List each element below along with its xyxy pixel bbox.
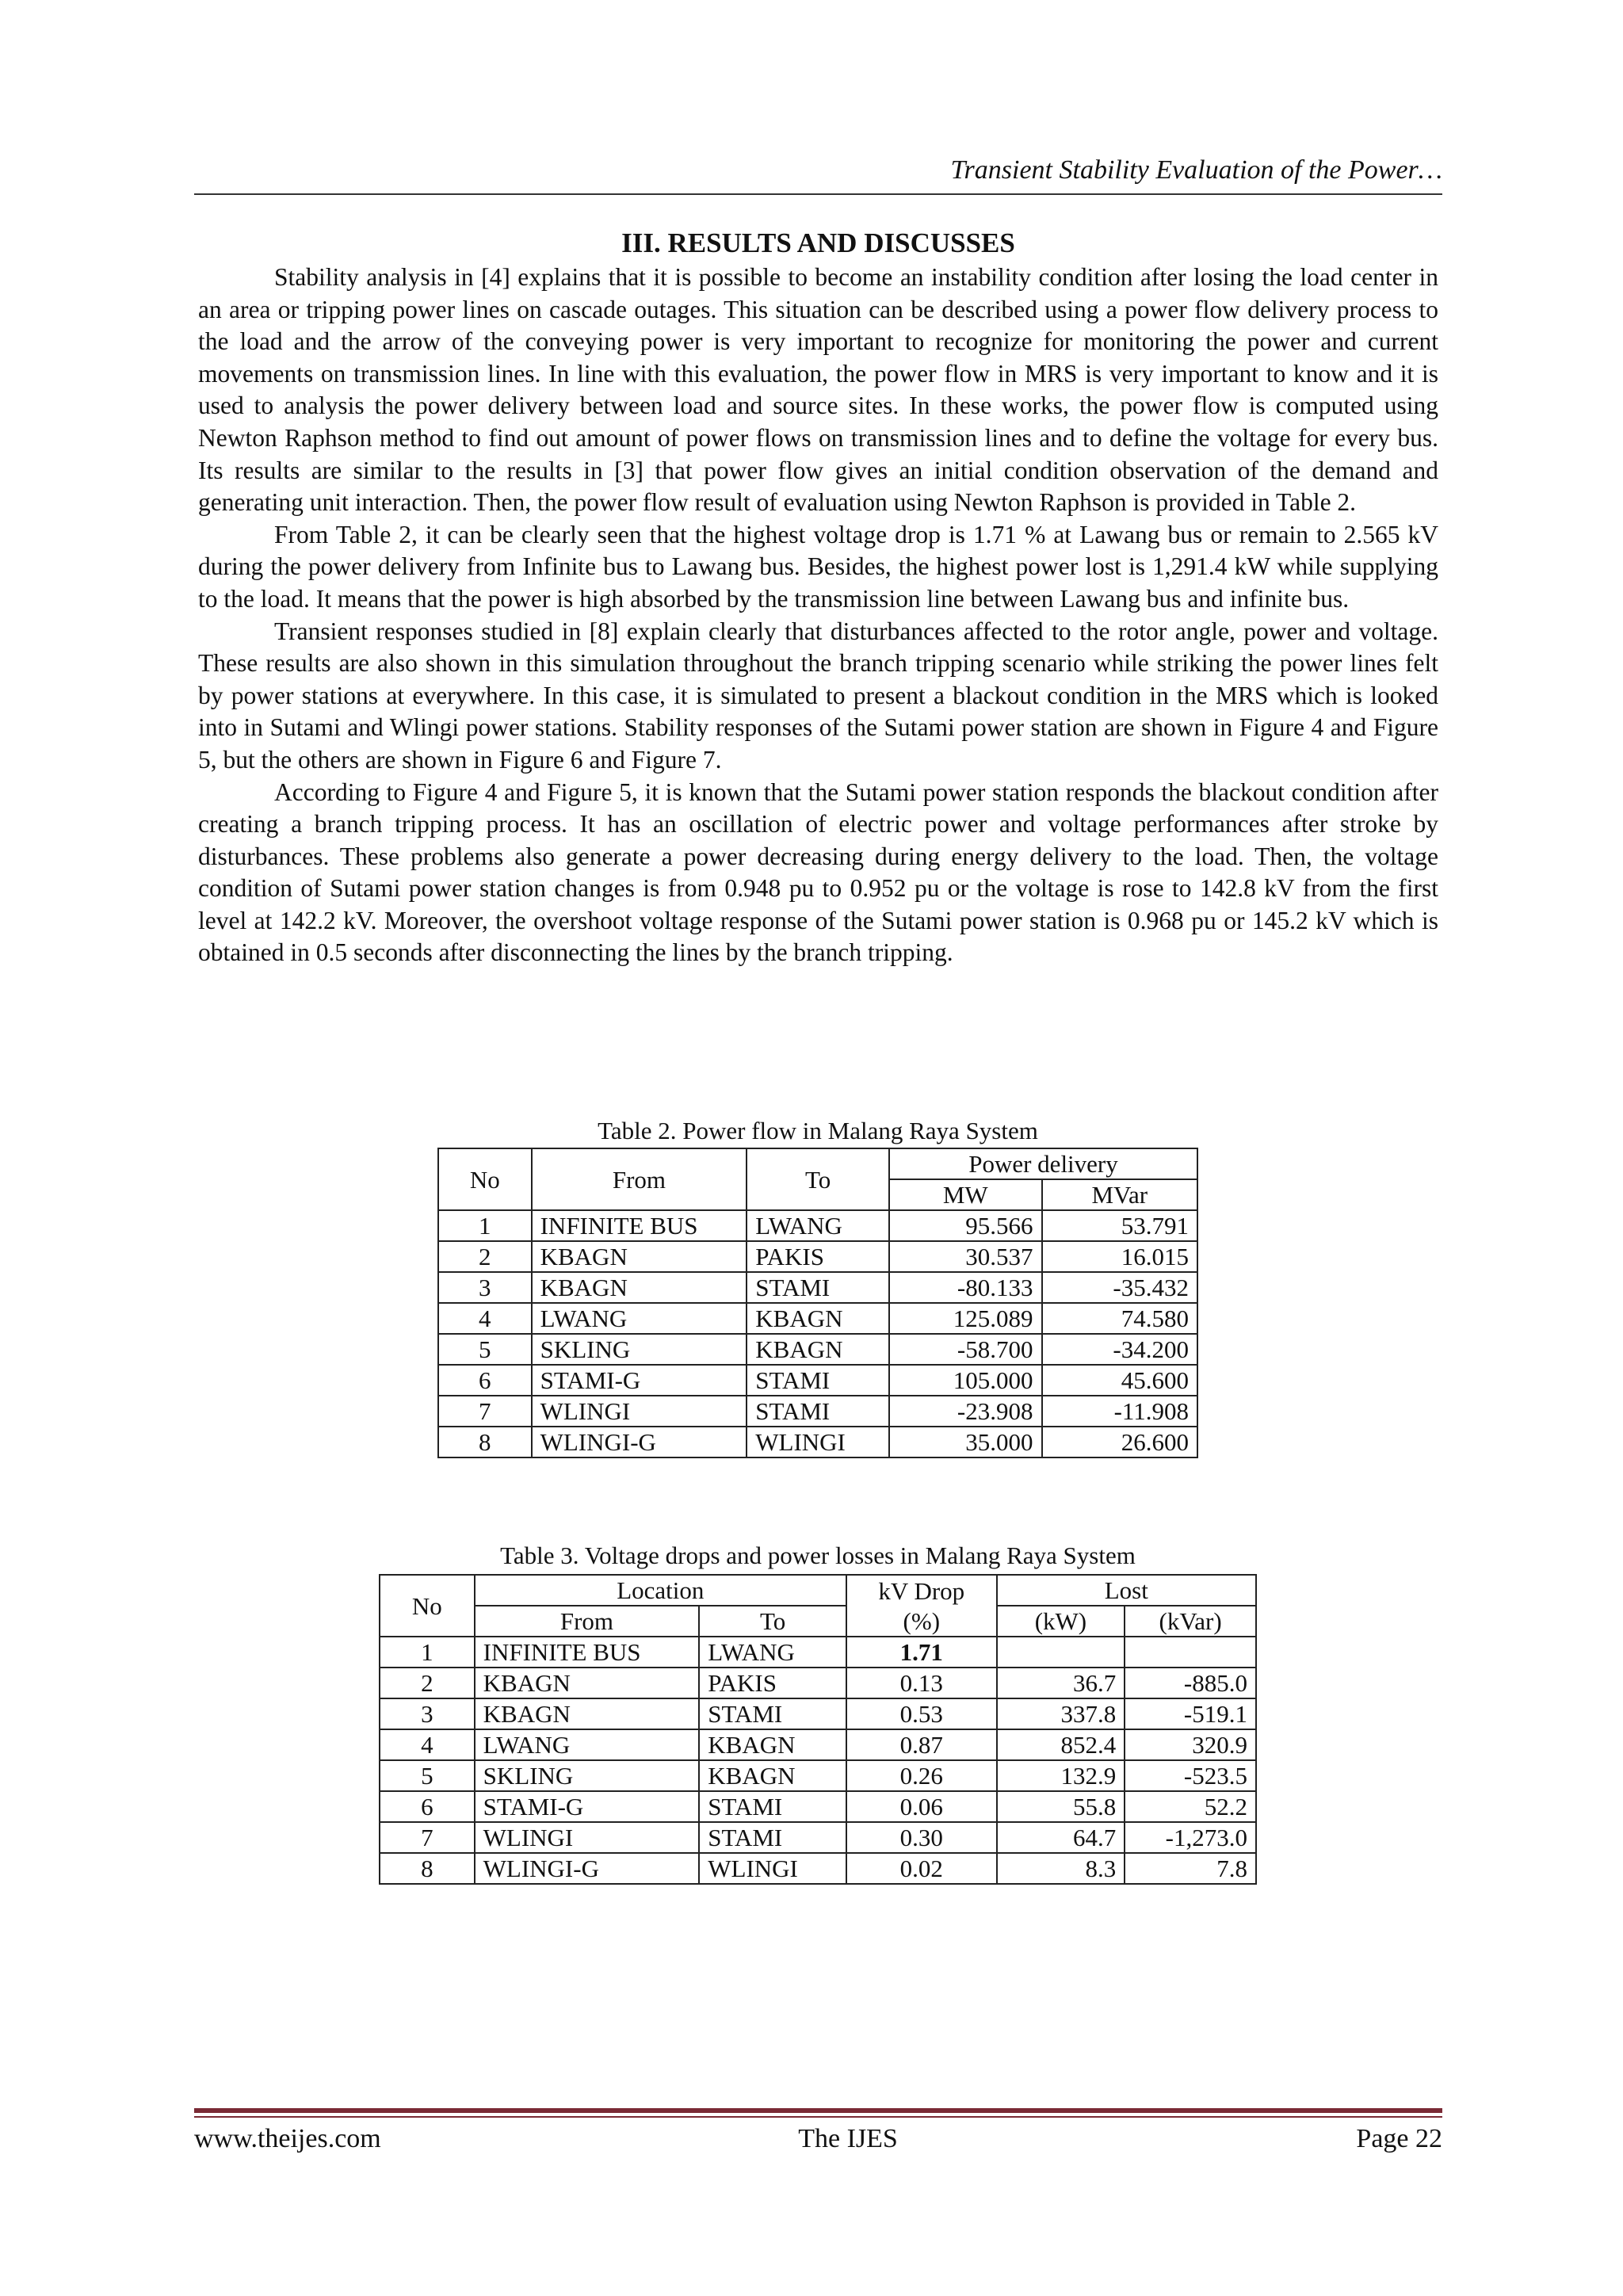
- cell-kw: 132.9: [997, 1760, 1125, 1791]
- cell-kvar: -523.5: [1125, 1760, 1256, 1791]
- cell-from: INFINITE BUS: [475, 1637, 700, 1668]
- cell-kw: 64.7: [997, 1822, 1125, 1853]
- cell-no: 1: [438, 1210, 532, 1241]
- table-row: [438, 1365, 1197, 1396]
- cell-to: KBAGN: [747, 1334, 889, 1365]
- cell-kvar: -519.1: [1125, 1698, 1256, 1729]
- col-header-kv-drop: kV Drop: [846, 1575, 997, 1606]
- cell-no: 5: [438, 1334, 532, 1365]
- paragraph: According to Figure 4 and Figure 5, it is known that the Sutami power station responds the blackout condition after creating a branch tripping process. It has an oscillation of electric power and voltage performances after stroke by disturbances. These problems also generate a power decreasing during energy delivery to the load. Then, the voltage condition of Sutami power station changes is from 0.948 pu to 0.952 pu or the voltage is rose to 142.8 kV from the first level at 142.2 kV. Moreover, the overshoot voltage response of the Sutami power station is 0.968 pu or 145.2 kV which is obtained in 0.5 seconds after disconnecting the lines by the branch tripping.: [198, 777, 1438, 967]
- col-header-mw: MW: [889, 1179, 1042, 1210]
- footer-journal: The IJES: [798, 2124, 898, 2153]
- cell-kv-drop: 0.87: [846, 1729, 997, 1760]
- cell-from: KBAGN: [532, 1241, 747, 1272]
- cell-no: 3: [438, 1272, 532, 1303]
- cell-kw: 337.8: [997, 1698, 1125, 1729]
- cell-kw: 36.7: [997, 1668, 1125, 1698]
- cell-kv-drop: 0.02: [846, 1853, 997, 1884]
- col-header-to: To: [747, 1148, 889, 1210]
- col-header-kvar: (kVar): [1125, 1606, 1256, 1637]
- table-row: [380, 1729, 1256, 1760]
- cell-kv-drop: 0.06: [846, 1791, 997, 1822]
- cell-from: WLINGI-G: [532, 1427, 747, 1457]
- cell-mvar: 74.580: [1042, 1303, 1198, 1334]
- cell-no: 5: [380, 1760, 475, 1791]
- cell-no: 7: [438, 1396, 532, 1427]
- col-header-pct: (%): [846, 1606, 997, 1637]
- cell-mw: -58.700: [889, 1334, 1042, 1365]
- cell-from: STAMI-G: [475, 1791, 700, 1822]
- cell-mvar: 16.015: [1042, 1241, 1198, 1272]
- table-row: [380, 1698, 1256, 1729]
- cell-to: KBAGN: [747, 1303, 889, 1334]
- col-header-lost: Lost: [997, 1575, 1256, 1606]
- cell-to: STAMI: [699, 1698, 846, 1729]
- cell-kvar: 52.2: [1125, 1791, 1256, 1822]
- cell-to: STAMI: [747, 1365, 889, 1396]
- cell-kw: 8.3: [997, 1853, 1125, 1884]
- cell-mvar: 45.600: [1042, 1365, 1198, 1396]
- cell-from: WLINGI: [532, 1396, 747, 1427]
- table-row: [438, 1272, 1197, 1303]
- cell-to: STAMI: [747, 1396, 889, 1427]
- col-header-location: Location: [475, 1575, 846, 1606]
- table-row: [380, 1822, 1256, 1853]
- cell-no: 3: [380, 1698, 475, 1729]
- footer-website: www.theijes.com: [194, 2124, 381, 2153]
- cell-mw: -23.908: [889, 1396, 1042, 1427]
- cell-no: 1: [380, 1637, 475, 1668]
- cell-from: KBAGN: [475, 1698, 700, 1729]
- cell-no: 8: [380, 1853, 475, 1884]
- table-row: [438, 1427, 1197, 1457]
- table-header-row: [438, 1148, 1197, 1179]
- col-header-no: No: [438, 1148, 532, 1210]
- footer-page-number: Page 22: [1356, 2124, 1442, 2153]
- col-header-from: From: [475, 1606, 700, 1637]
- cell-mvar: -11.908: [1042, 1396, 1198, 1427]
- paragraph: Stability analysis in [4] explains that it is possible to become an instability condition after losing the load center in an area or tripping power lines on cascade outages. This situation can be described using a power flow delivery process to the load and the arrow of the conveying power is very important to recognize for monitoring the power and current movements on transmission lines. In line with this evaluation, the power flow in MRS is very important to know and it is used to analysis the power delivery between load and source sites. In these works, the power flow is computed using Newton Raphson method to find out amount of power flows on transmission lines and to define the voltage for every bus. Its results are similar to the results in [3] that power flow gives an initial condition observation of the demand and generating unit interaction. Then, the power flow result of evaluation using Newton Raphson is provided in Table 2.: [198, 263, 1438, 517]
- footer-rule: [194, 2108, 1442, 2113]
- table-row: [380, 1637, 1256, 1668]
- cell-kw: 55.8: [997, 1791, 1125, 1822]
- paragraph: From Table 2, it can be clearly seen that the highest voltage drop is 1.71 % at Lawang bus or remain to 2.565 kV during the power delivery from Infinite bus to Lawang bus. Besides, the highest power lost is 1,291.4 kW while supplying to the load. It means that the power is high absorbed by the transmission line between Lawang bus and infinite bus.: [198, 520, 1438, 613]
- cell-mw: 30.537: [889, 1241, 1042, 1272]
- col-header-power-delivery: Power delivery: [889, 1148, 1197, 1179]
- cell-to: PAKIS: [699, 1668, 846, 1698]
- cell-kv-drop: 0.53: [846, 1698, 997, 1729]
- cell-mw: 95.566: [889, 1210, 1042, 1241]
- cell-from: LWANG: [475, 1729, 700, 1760]
- cell-kv-drop: 0.26: [846, 1760, 997, 1791]
- table3-caption: Table 3. Voltage drops and power losses in Malang Raya System: [500, 1541, 1136, 1569]
- table-row: [380, 1853, 1256, 1884]
- cell-from: LWANG: [532, 1303, 747, 1334]
- cell-to: PAKIS: [747, 1241, 889, 1272]
- cell-no: 6: [380, 1791, 475, 1822]
- cell-to: STAMI: [747, 1272, 889, 1303]
- col-header-mvar: MVar: [1042, 1179, 1198, 1210]
- cell-from: WLINGI: [475, 1822, 700, 1853]
- col-header-from: From: [532, 1148, 747, 1210]
- cell-from: STAMI-G: [532, 1365, 747, 1396]
- cell-no: 4: [380, 1729, 475, 1760]
- header-rule: [194, 193, 1442, 195]
- cell-mw: 105.000: [889, 1365, 1042, 1396]
- table-row: [438, 1241, 1197, 1272]
- table-header-row: [380, 1606, 1256, 1637]
- body-text: [198, 262, 1438, 969]
- cell-kvar: 320.9: [1125, 1729, 1256, 1760]
- cell-from: WLINGI-G: [475, 1853, 700, 1884]
- table3: [379, 1574, 1257, 1885]
- cell-mvar: -34.200: [1042, 1334, 1198, 1365]
- table-row: [438, 1210, 1197, 1241]
- table-row: [438, 1396, 1197, 1427]
- table-row: [438, 1303, 1197, 1334]
- cell-mvar: 53.791: [1042, 1210, 1198, 1241]
- cell-no: 8: [438, 1427, 532, 1457]
- table-row: [380, 1760, 1256, 1791]
- table-header-row: [380, 1575, 1256, 1606]
- col-header-kw: (kW): [997, 1606, 1125, 1637]
- cell-from: SKLING: [475, 1760, 700, 1791]
- cell-kvar: 7.8: [1125, 1853, 1256, 1884]
- cell-to: KBAGN: [699, 1729, 846, 1760]
- cell-to: LWANG: [747, 1210, 889, 1241]
- cell-to: KBAGN: [699, 1760, 846, 1791]
- cell-from: SKLING: [532, 1334, 747, 1365]
- col-header-no: No: [380, 1575, 475, 1637]
- cell-mw: 125.089: [889, 1303, 1042, 1334]
- cell-mvar: -35.432: [1042, 1272, 1198, 1303]
- cell-kvar: -1,273.0: [1125, 1822, 1256, 1853]
- cell-kvar: [1125, 1637, 1256, 1668]
- cell-mw: 35.000: [889, 1427, 1042, 1457]
- footer-rule-thin: [194, 2116, 1442, 2118]
- cell-kw: [997, 1637, 1125, 1668]
- cell-to: WLINGI: [699, 1853, 846, 1884]
- cell-mvar: 26.600: [1042, 1427, 1198, 1457]
- paragraph: Transient responses studied in [8] explain clearly that disturbances affected to the rotor angle, power and voltage. These results are also shown in this simulation throughout the branch tripping scenario while striking the power lines felt by power stations at everywhere. In this case, it is simulated to present a blackout condition in the MRS which is looked into in Sutami and Wlingi power stations. Stability responses of the Sutami power station are shown in Figure 4 and Figure 5, but the others are shown in Figure 6 and Figure 7.: [198, 617, 1438, 774]
- cell-from: KBAGN: [532, 1272, 747, 1303]
- table-row: [380, 1791, 1256, 1822]
- cell-to: WLINGI: [747, 1427, 889, 1457]
- section-title: III. RESULTS AND DISCUSSES: [621, 227, 1015, 258]
- col-header-to: To: [699, 1606, 846, 1637]
- table-row: [380, 1668, 1256, 1698]
- cell-no: 2: [438, 1241, 532, 1272]
- cell-no: 6: [438, 1365, 532, 1396]
- cell-to: STAMI: [699, 1791, 846, 1822]
- cell-mw: -80.133: [889, 1272, 1042, 1303]
- cell-to: LWANG: [699, 1637, 846, 1668]
- table2-caption: Table 2. Power flow in Malang Raya System: [598, 1117, 1038, 1144]
- cell-from: INFINITE BUS: [532, 1210, 747, 1241]
- cell-no: 2: [380, 1668, 475, 1698]
- table-row: [438, 1334, 1197, 1365]
- cell-kvar: -885.0: [1125, 1668, 1256, 1698]
- cell-no: 7: [380, 1822, 475, 1853]
- cell-kv-drop: 1.71: [846, 1637, 997, 1668]
- cell-no: 4: [438, 1303, 532, 1334]
- running-head: Transient Stability Evaluation of the Power…: [950, 155, 1442, 185]
- cell-kv-drop: 0.13: [846, 1668, 997, 1698]
- table2: [437, 1148, 1198, 1458]
- cell-from: KBAGN: [475, 1668, 700, 1698]
- cell-to: STAMI: [699, 1822, 846, 1853]
- cell-kv-drop: 0.30: [846, 1822, 997, 1853]
- cell-kw: 852.4: [997, 1729, 1125, 1760]
